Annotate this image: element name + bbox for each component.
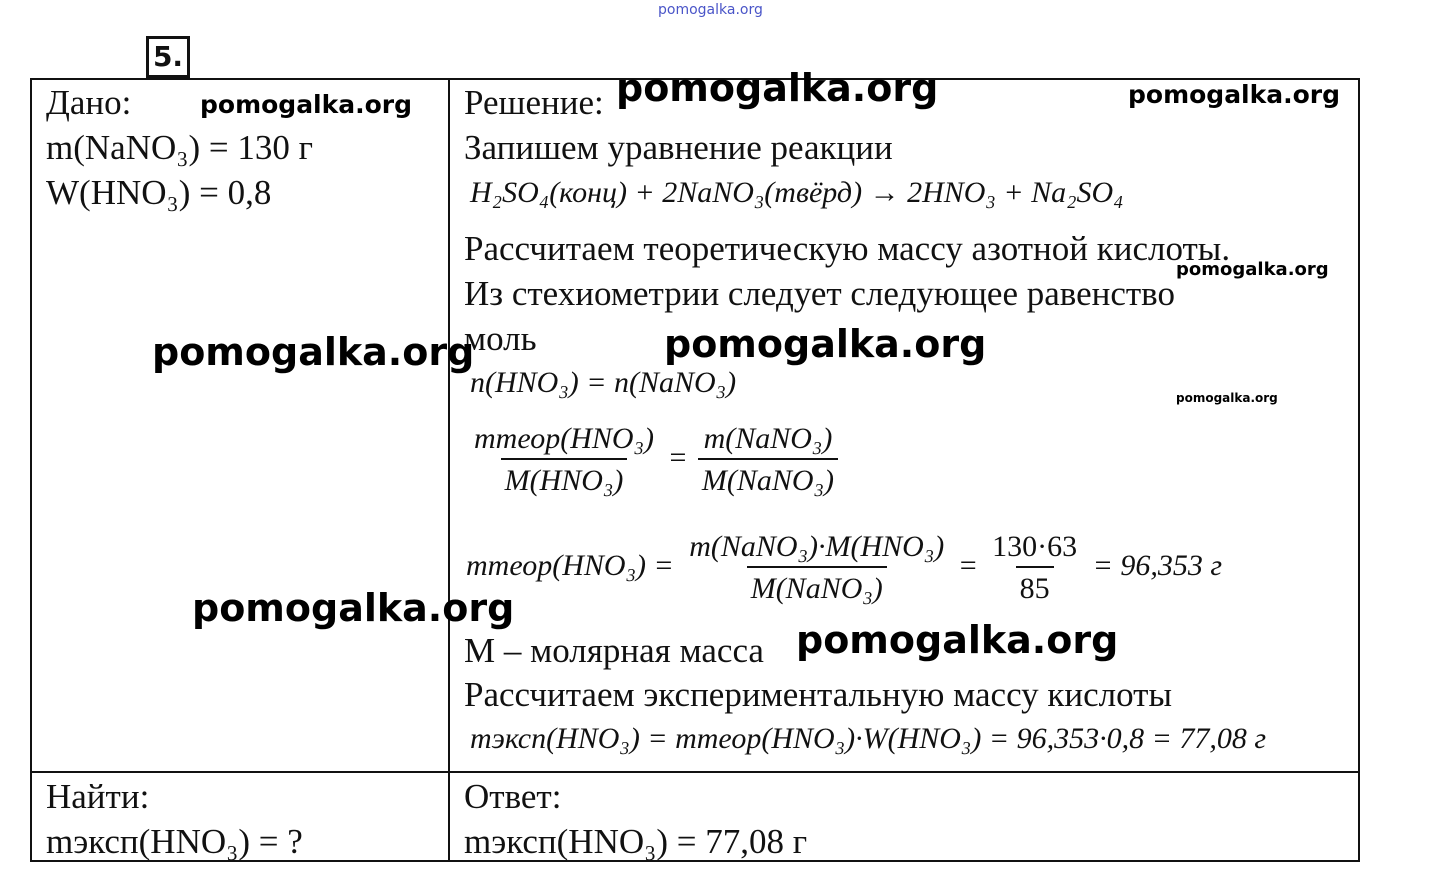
theor-num2: 130·63	[992, 530, 1078, 563]
step-mol: моль	[464, 319, 537, 358]
watermark: pomogalka.org	[200, 90, 413, 119]
theor-lhs: mтеор(HNO₃) =	[466, 548, 674, 582]
watermark: pomogalka.org	[1176, 391, 1278, 405]
ratio-right-fraction	[698, 422, 838, 498]
theor-fraction	[685, 530, 948, 606]
row-divider	[30, 771, 1360, 773]
top-watermark: pomogalka.org	[658, 2, 763, 18]
theor-num: m(NaNO₃)·M(HNO₃)	[689, 530, 945, 563]
theoretical-mass-equation: mтеор(HNO₃) = $\frac{\text{m(NaNO₃)·M(HNO₃)}}{\text{M(NaNO₃)}}$ = $\frac{130\cdot 63}{85}$ = 96,353 г	[466, 530, 1223, 605]
watermark: pomogalka.org	[616, 66, 939, 110]
reaction-equation: H₂SO₄(конц) + 2NaNO₃(твёрд) → 2HNO₃ + Na₂SO₄	[470, 176, 1124, 209]
problem-number: 5.	[146, 36, 190, 78]
column-divider	[448, 78, 450, 862]
ratio-right-den: M(NaNO₃)	[698, 458, 838, 498]
ratio-left-den: M(HNO₃)	[501, 458, 628, 498]
watermark: pomogalka.org	[152, 330, 475, 374]
ratio-left-num: mтеор(HNO₃)	[474, 422, 654, 455]
watermark: pomogalka.org	[1176, 259, 1329, 280]
step-theoretical: Рассчитаем теоретическую массу азотной кислоты.	[464, 229, 1231, 268]
molar-mass-note: M – молярная масса	[464, 631, 764, 670]
step-stoichiometry: Из стехиометрии следует следующее равенство	[464, 274, 1175, 313]
watermark: pomogalka.org	[796, 618, 1119, 662]
theor-den2: 85	[1016, 566, 1054, 606]
ratio-left-fraction	[470, 422, 658, 498]
watermark: pomogalka.org	[192, 586, 515, 630]
step-reaction: Запишем уравнение реакции	[464, 128, 893, 167]
answer-label: Ответ:	[464, 777, 562, 816]
find-value: mэксп(HNO₃) = ?	[46, 822, 303, 861]
theor-numeric-fraction	[988, 530, 1081, 606]
given-mass: m(NaNO₃) = 130 г	[46, 128, 313, 167]
find-label: Найти:	[46, 777, 150, 816]
given-label: Дано:	[46, 83, 132, 122]
watermark: pomogalka.org	[664, 322, 987, 366]
answer-value: mэксп(HNO₃) = 77,08 г	[464, 822, 808, 861]
theor-den: M(NaNO₃)	[747, 566, 887, 606]
moles-equation: n(HNO₃) = n(NaNO₃)	[470, 366, 737, 399]
ratio-right-num: m(NaNO₃)	[703, 422, 833, 455]
step-experimental: Рассчитаем экспериментальную массу кислоты	[464, 675, 1172, 714]
given-fraction: W(HNO₃) = 0,8	[46, 173, 272, 212]
solution-label: Решение:	[464, 83, 604, 122]
experimental-mass-equation: mэксп(HNO₃) = mтеор(HNO₃)·W(HNO₃) = 96,353·0,8 = 77,08 г	[470, 722, 1267, 755]
watermark: pomogalka.org	[1128, 80, 1341, 109]
ratio-equation: $\frac{\text{mтеор(HNO₃)}}{\text{M(HNO₃)}}$ = $\frac{\text{m(NaNO₃)}}{\text{M(NaNO₃)}}$	[466, 422, 842, 498]
theor-result: = 96,353 г	[1092, 548, 1223, 582]
